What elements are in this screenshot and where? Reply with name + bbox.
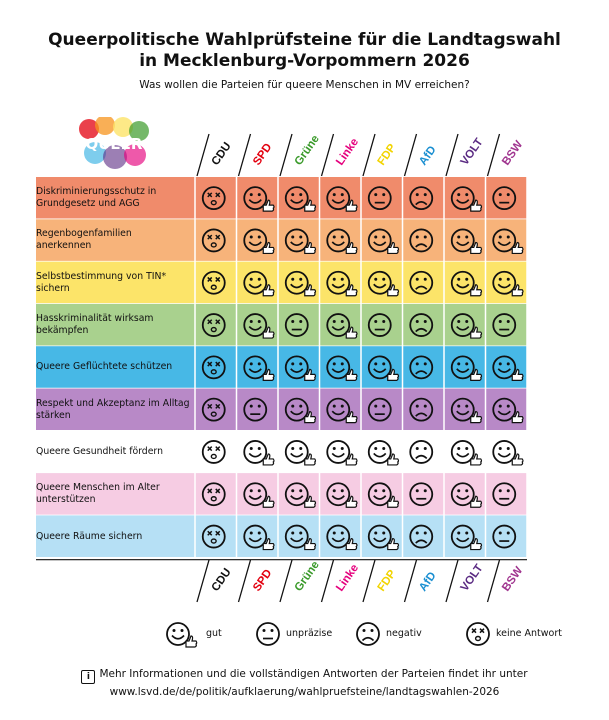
info-icon: i [81, 670, 95, 684]
legend-label: unpräzise [286, 628, 333, 639]
row-label: Queere Gesundheit fördern [36, 445, 163, 457]
header-party-separator [280, 134, 292, 176]
footer-party-separator [363, 560, 375, 602]
title-line-1: Queerpolitische Wahlprüfsteine für die Landtagswahl [48, 30, 561, 50]
header-party-separator [322, 134, 334, 176]
header-party-label-volt: VOLT [458, 136, 486, 168]
row-label: Regenbogenfamilien anerkennen [36, 228, 132, 252]
header-party-separator [197, 134, 209, 176]
legend-label: negativ [386, 628, 422, 639]
header-party-label-bsw: BSW [500, 138, 526, 168]
header-party-label-fdp: FDP [375, 141, 399, 168]
footer-party-separator [405, 560, 417, 602]
footer-party-label-linke: Linke [334, 562, 362, 594]
header-party-separator [405, 134, 417, 176]
footer-text: Mehr Informationen und die vollständigen Antworten der Parteien findet ihr unter [99, 668, 528, 680]
row-label: Respekt und Akzeptanz im Alltag stärken [36, 397, 190, 421]
footer-url[interactable]: www.lsvd.de/de/politik/aufklaerung/wahlpruefsteine/landtagswahlen-2026 [109, 686, 500, 698]
header-party-label-linke: Linke [334, 136, 362, 168]
row-label: Queere Menschen im Alter unterstützen [36, 482, 160, 506]
legend-gut-icon [167, 623, 197, 647]
legend-keine-icon [467, 623, 489, 645]
title-line-2: in Mecklenburg-Vorpommern 2026 [139, 51, 470, 71]
footer-party-separator [322, 560, 334, 602]
legend-negativ-icon [357, 623, 379, 645]
header-party-separator [488, 134, 500, 176]
header-party-label-cdu: CDU [209, 140, 234, 168]
footer-party-label-afd: AfD [417, 570, 439, 594]
row-label: Queere Räume sichern [36, 530, 143, 542]
footer-party-separator [488, 560, 500, 602]
footer-party-separator [239, 560, 251, 602]
footer-party-label-cdu: CDU [209, 566, 234, 594]
row-label: Selbstbestimmung von TIN* sichern [36, 270, 167, 294]
header-party-label-grüne: Grüne [292, 133, 322, 168]
footer-party-label-spd: SPD [251, 567, 275, 594]
page-subtitle: Was wollen die Parteien für queere Menschen in MV erreichen? [139, 79, 470, 91]
footer-party-label-grüne: Grüne [292, 559, 322, 594]
footer-party-label-volt: VOLT [458, 562, 486, 594]
footer-party-separator [446, 560, 458, 602]
row-label: Queere Geflüchtete schützen [36, 361, 173, 373]
footer [0, 666, 609, 700]
header-party-separator [446, 134, 458, 176]
legend-unpraezise-icon [257, 623, 279, 645]
footer-party-separator [197, 560, 209, 602]
row-label: Hasskriminalität wirksam bekämpfen [36, 313, 154, 337]
legend-label: gut [206, 628, 222, 639]
row-label: Diskriminierungsschutz in Grundgesetz und AGG [36, 186, 157, 210]
footer-party-label-bsw: BSW [500, 564, 526, 594]
header-party-label-afd: AfD [417, 144, 439, 168]
header-party-separator [363, 134, 375, 176]
footer-party-separator [280, 560, 292, 602]
svg-text:QUEER: QUEER [85, 135, 143, 153]
header-party-separator [239, 134, 251, 176]
header-party-label-spd: SPD [251, 141, 275, 168]
footer-party-label-fdp: FDP [375, 567, 399, 594]
legend-label: keine Antwort [496, 628, 562, 639]
